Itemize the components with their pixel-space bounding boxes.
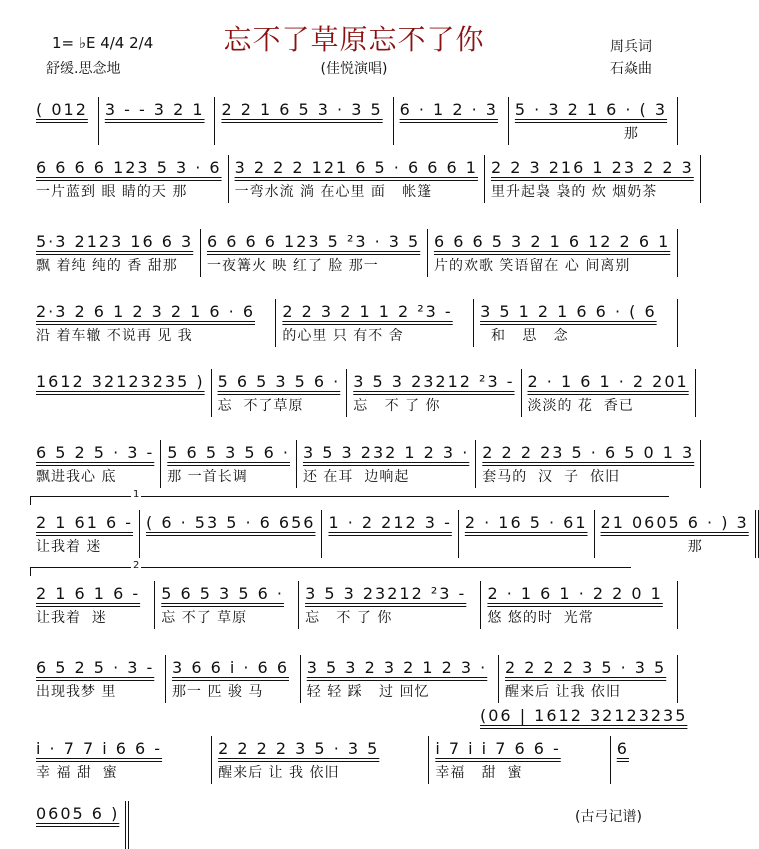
staff-row [30,97,678,145]
volta-label: 2 [133,560,140,571]
measure-notes: 2 2 3 216 1 23 2 2 3 [490,158,694,177]
measure-notes: 1 · 2 212 3 - [328,513,452,532]
measure-lyrics: 幸 福 甜 蜜 [36,765,118,781]
measure-notes: 3 2 2 2 121 6 5 · 6 6 6 1 [234,158,478,177]
measure [166,655,301,703]
measure-lyrics [105,123,209,145]
measure-notes: 21 0605 6 · ) 3 [600,513,749,532]
measure-notes: 2 2 2 23 5 · 6 5 0 1 3 [482,443,695,462]
measure-lyrics: 醒来后 让我 依旧 [505,684,621,700]
staff-row [30,736,678,784]
measure-notes: 3 6 6 i · 6 6 [172,658,289,677]
measure-notes: ( 012 [36,100,88,119]
measure-notes: 6 6 6 6 123 5 3 · 6 [36,158,222,177]
measure-lyrics: 让我着 迷 [36,610,107,626]
measure-notes: i 7 i i 7 6 6 - [435,739,561,758]
measure [429,736,610,784]
measure-lyrics: 一弯水流 淌 在心里 面 帐篷 [234,184,433,200]
measure-notes: 6 · 1 2 · 3 [399,100,498,119]
measure-lyrics: 淡淡的 花 香已 [527,398,634,414]
volta-second-ending [30,560,631,576]
measure [30,736,212,784]
measure [459,510,595,558]
measure [481,581,678,629]
measure-notes: 6 6 6 6 123 5 ²3 · 3 5 [206,232,421,251]
measure-notes: 5 · 3 2 1 6 · ( 3 [514,100,668,119]
measure-lyrics: 沿 着车辙 不说再 见 我 [36,328,193,344]
measure-notes: 0605 6 ) [36,804,120,823]
measure-lyrics: 和 思 念 [480,328,569,344]
measure-notes: 1612 32123235 ) [36,372,205,391]
measure-lyrics: 里升起袅 袅的 炊 烟奶茶 [490,184,658,200]
measure-notes: 3 5 3 23212 ²3 - [353,372,515,391]
staff-row [30,229,678,277]
measure-notes: 6 6 6 5 3 2 1 6 12 2 6 1 [433,232,671,251]
lyricist: 周兵词 [610,39,652,55]
measure-lyrics [328,536,451,558]
composer: 石焱曲 [610,61,652,77]
measure-lyrics [36,827,119,849]
transcriber-credit: (古弓记谱) [575,809,642,825]
measure-lyrics: 还 在耳 边响起 [302,469,410,485]
measure [509,97,678,145]
measure-lyrics: 那 [600,539,703,555]
measure-notes: i · 7 7 i 6 6 - [36,739,163,758]
measure-lyrics: 飘进我心 底 [36,469,117,485]
measure-lyrics: 一夜篝火 映 红了 脸 那一 [206,258,379,274]
measure [474,299,678,347]
staff-row [30,155,694,203]
measure [299,581,481,629]
measure [161,440,297,488]
measure [347,369,521,417]
key-signature: 1= ♭E 4/4 2/4 [52,34,154,52]
measure-notes: 6 5 2 5 · 3 - [36,443,155,462]
measure [155,581,299,629]
tempo-marking: 舒缓.思念地 [46,61,121,77]
measure-lyrics: 轻 轻 踩 过 回忆 [306,684,430,700]
measure [30,369,212,417]
measure [301,655,499,703]
measure-lyrics [465,536,588,558]
staff-row [30,299,678,347]
measure [30,97,99,145]
measure-notes: 5 6 5 3 5 6 · [167,443,290,462]
singer: (佳悦演唱) [320,61,388,77]
measure-lyrics: 幸福 甜 蜜 [435,765,523,781]
measure [30,655,166,703]
measure [30,510,140,558]
measure-notes: 2 1 61 6 - [36,513,134,532]
measure [595,510,759,558]
measure [30,299,276,347]
measure-lyrics: 那 [514,126,639,142]
staff-row [30,440,695,488]
measure-lyrics: 套马的 汉 子 依旧 [482,469,620,485]
measure-lyrics [146,536,315,558]
measure-lyrics: 一片蓝到 眼 睛的天 那 [36,184,188,200]
measure-notes: 2 2 2 2 3 5 · 3 5 [505,658,667,677]
measure [30,581,155,629]
measure-lyrics: 悠 悠的时 光常 [487,610,594,626]
measure [201,229,428,277]
measure-lyrics [400,123,502,145]
measure [30,440,161,488]
measure [297,440,476,488]
measure-notes: 5·3 2123 16 6 3 [36,232,194,251]
measure [215,97,393,145]
interlude-notation: (06 | 1612 32123235 [480,706,688,725]
measure-notes: 3 5 1 2 1 6 6 · ( 6 [480,302,657,321]
measure-lyrics [36,395,205,417]
measure [229,155,485,203]
measure-lyrics: 那 一首长调 [167,469,248,485]
measure-lyrics: 那一 匹 骏 马 [172,684,264,700]
measure [485,155,701,203]
measure-lyrics: 片的欢歌 笑语留在 心 间离别 [433,258,631,274]
measure [394,97,509,145]
measure-lyrics: 飘 着纯 纯的 香 甜那 [36,258,178,274]
measure-notes: 3 5 3 2 3 2 1 2 3 · [306,658,488,677]
measure [428,229,678,277]
measure-notes: 5 6 5 3 5 6 · [217,372,341,391]
song-title: 忘不了草原忘不了你 [223,23,485,56]
measure [276,299,474,347]
measure-notes: 2 · 1 6 1 · 2 2 0 1 [487,584,663,603]
measure-notes: ( 6 · 53 5 · 6 656 [146,513,316,532]
measure-lyrics: 出现我梦 里 [36,684,117,700]
measure [611,736,678,784]
staff-row [30,655,678,703]
measure-notes: 2 · 16 5 · 61 [464,513,588,532]
measure-notes: 2·3 2 6 1 2 3 2 1 6 · 6 [36,302,256,321]
measure-lyrics: 忘 不了 草原 [161,610,248,626]
staff-row [30,581,678,629]
measure-notes: 2 2 1 6 5 3 · 3 5 [221,100,383,119]
measure [322,510,458,558]
measure [522,369,696,417]
measure-lyrics: 忘 不了草原 [217,398,304,414]
measure [499,655,678,703]
volta-first-ending [30,489,669,505]
measure-notes: 3 5 3 232 1 2 3 · [302,443,470,462]
measure-lyrics: 忘 不 了 你 [305,610,393,626]
measure-lyrics: 让我着 迷 [36,539,102,555]
measure-notes: 5 6 5 3 5 6 · [161,584,284,603]
staff-row [30,510,749,558]
measure-lyrics: 醒来后 让 我 依旧 [218,765,340,781]
staff-row [30,369,689,417]
measure-lyrics [36,123,92,145]
measure-notes: 3 5 3 23212 ²3 - [305,584,467,603]
measure-notes: 2 1 6 1 6 - [36,584,141,603]
measure [140,510,322,558]
measure-lyrics: 忘 不 了 你 [353,398,441,414]
measure [30,155,229,203]
measure-notes: 2 2 3 2 1 1 2 ²3 - [282,302,453,321]
volta-label: 1 [133,489,140,500]
measure [30,801,129,849]
measure [30,229,201,277]
measure-lyrics: 的心里 只 有不 舍 [282,328,404,344]
measure-notes: 2 2 2 2 3 5 · 3 5 [218,739,380,758]
measure-notes: 2 · 1 6 1 · 2 201 [527,372,689,391]
measure-notes: 6 5 2 5 · 3 - [36,658,155,677]
measure-lyrics [617,762,672,784]
measure-lyrics [221,123,386,145]
measure [476,440,701,488]
measure-notes: 3 - - 3 2 1 [104,100,205,119]
measure [212,736,429,784]
measure [212,369,348,417]
measure-notes: 6 [616,739,629,758]
measure [99,97,216,145]
